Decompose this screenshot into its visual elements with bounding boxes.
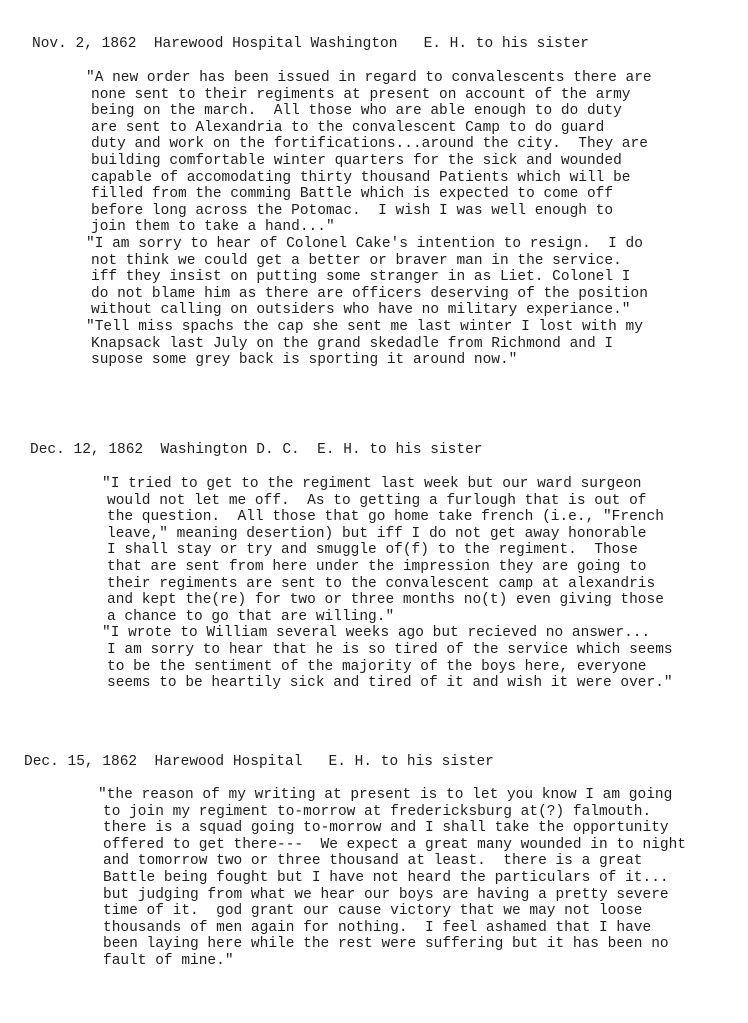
text-line: duty and work on the fortifications...around the city. They are: [91, 136, 648, 153]
text-line: join them to take a hand...": [91, 219, 335, 236]
text-line: to join my regiment to-morrow at fredericksburg at(?) falmouth.: [103, 803, 652, 820]
text-line: "Tell miss spachs the cap she sent me last winter I lost with my: [86, 318, 643, 335]
text-line: but judging from what we hear our boys are having a pretty severe: [103, 886, 669, 903]
quote-paragraph: [86, 319, 652, 369]
text-line: before long across the Potomac. I wish I was well enough to: [91, 202, 614, 219]
text-line: Knapsack last July on the grand skedadle from Richmond and I: [91, 335, 614, 352]
quote-paragraph: [102, 476, 673, 625]
text-line: thousands of men again for nothing. I feel ashamed that I have: [103, 919, 652, 936]
text-line: there is a squad going to-morrow and I shall take the opportunity: [103, 820, 669, 837]
letter-3-body: [98, 787, 686, 970]
quote-paragraph: [86, 70, 652, 236]
letter-3-header: Dec. 15, 1862 Harewood Hospital E. H. to his sister: [24, 754, 494, 770]
text-line: their regiments are sent to the convalescent camp at alexandris: [107, 575, 656, 592]
text-line: "I tried to get to the regiment last week but our ward surgeon: [102, 476, 642, 492]
text-line: filled from the comming Battle which is expected to come off: [91, 186, 614, 203]
text-line: and kept the(re) for two or three months no(t) even giving those: [107, 592, 664, 609]
text-line: Battle being fought but I have not heard the particulars of it...: [103, 869, 669, 886]
text-line: the question. All those that go home take french (i.e., "French: [107, 509, 664, 526]
text-line: to be the sentiment of the majority of the boys here, everyone: [107, 658, 647, 675]
letter-1-header: Nov. 2, 1862 Harewood Hospital Washington E. H. to his sister: [32, 36, 589, 52]
letter-1-body: [86, 70, 652, 369]
text-line: leave," meaning desertion) but iff I do not get away honorable: [107, 525, 647, 542]
text-line: would not let me off. As to getting a furlough that is out of: [107, 492, 647, 509]
text-line: I am sorry to hear that he is so tired of the service which seems: [107, 641, 673, 658]
letter-2-body: [102, 476, 673, 692]
text-line: "the reason of my writing at present is to let you know I am going: [98, 787, 673, 803]
text-line: "I am sorry to hear of Colonel Cake's intention to resign. I do: [86, 235, 643, 252]
text-line: been laying here while the rest were suffering but it has been no: [103, 936, 669, 953]
letter-2-header: Dec. 12, 1862 Washington D. C. E. H. to his sister: [30, 442, 483, 458]
quote-paragraph: [98, 787, 686, 970]
text-line: that are sent from here under the impression they are going to: [107, 558, 647, 575]
quote-paragraph: [102, 625, 673, 691]
text-line: are sent to Alexandria to the convalescent Camp to do guard: [91, 119, 605, 136]
text-line: I shall stay or try and smuggle of(f) to the regiment. Those: [107, 542, 638, 559]
text-line: being on the march. All those who are able enough to do duty: [91, 103, 622, 120]
text-line: iff they insist on putting some stranger in as Liet. Colonel I: [91, 269, 631, 286]
text-line: do not blame him as there are officers deserving of the position: [91, 285, 648, 302]
text-line: building comfortable winter quarters for the sick and wounded: [91, 152, 622, 169]
text-line: and tomorrow two or three thousand at least. there is a great: [103, 853, 643, 870]
text-line: without calling on outsiders who have no military experiance.": [91, 302, 631, 319]
text-line: capable of accomodating thirty thousand Patients which will be: [91, 169, 631, 186]
text-line: "I wrote to William several weeks ago but recieved no answer...: [102, 625, 651, 642]
text-line: "A new order has been issued in regard to convalescents there are: [86, 70, 652, 86]
text-line: a chance to go that are willing.": [107, 608, 395, 625]
text-line: time of it. god grant our cause victory that we may not loose: [103, 903, 643, 920]
text-line: fault of mine.": [103, 952, 234, 969]
text-line: not think we could get a better or braver man in the service.: [91, 252, 622, 269]
text-line: supose some grey back is sporting it around now.": [91, 352, 518, 369]
quote-paragraph: [86, 236, 652, 319]
text-line: none sent to their regiments at present on account of the army: [91, 86, 631, 103]
text-line: offered to get there--- We expect a great many wounded in to night: [103, 836, 686, 853]
text-line: seems to be heartily sick and tired of it and wish it were over.": [107, 675, 673, 692]
